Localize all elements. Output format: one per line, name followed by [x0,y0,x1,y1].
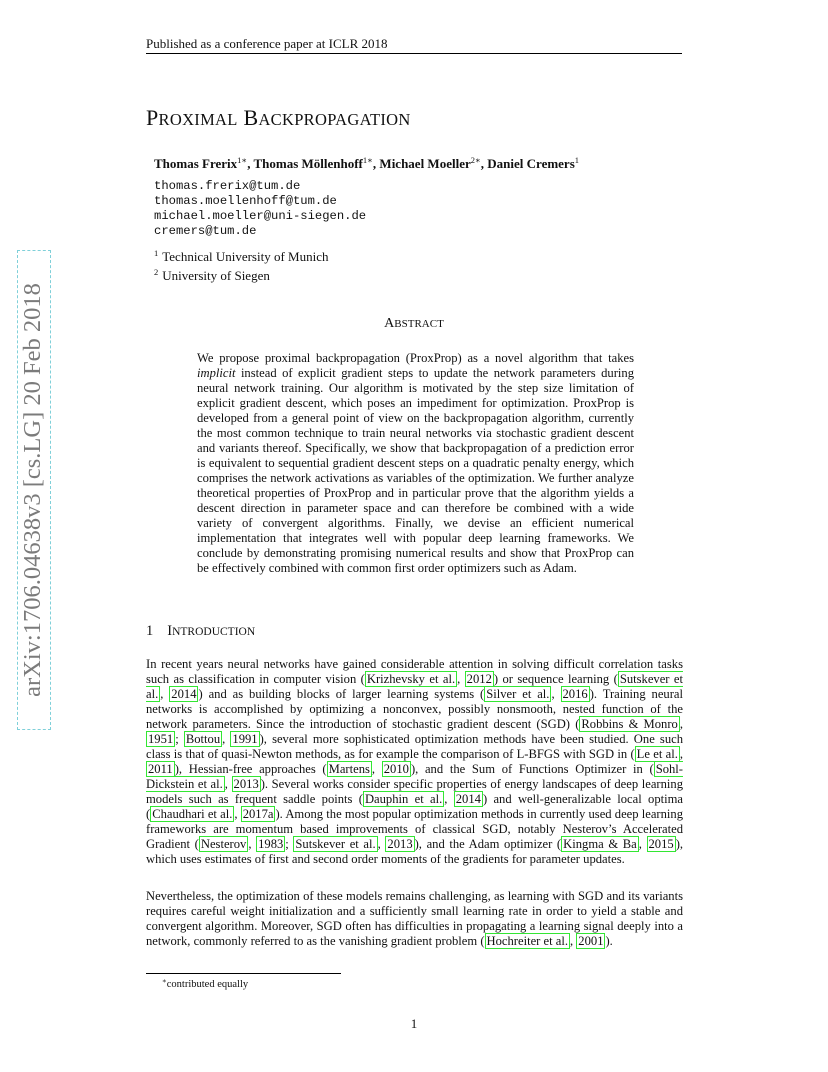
citation-year-link[interactable]: 2011 [148,762,173,776]
abstract-body [197,351,634,576]
email-list [154,179,366,239]
paragraph-text: ). Among the most popular optimization methods in currently used deep learning frameworks are momentum based improvements of classical SGD, notably Nesterov’s Accelerated Gradient ( [146,807,683,851]
paragraph-text: ), and the Sum of Functions Optimizer in ( [410,762,654,776]
citation-year-link[interactable]: 2014 [171,687,197,701]
email-address: thomas.moellenhoff@tum.de [154,194,337,208]
paragraph-text: , [444,792,454,806]
citation-year-link[interactable]: 2010 [383,762,409,776]
citation-year-link[interactable]: 2016 [562,687,588,701]
page-number: 1 [410,1016,418,1031]
section-heading-initial: I [167,623,173,639]
paragraph-text: ; [175,732,184,746]
author-name: Thomas Möllenhoff [253,156,363,171]
paragraph-text: ), which uses estimates of first and second order moments of the gradients for parameter updates. [146,837,684,866]
intro-paragraph-2 [146,889,683,949]
paragraph-text: ), several more sophisticated optimization methods have been studied. One such class is that of quasi-Newton methods, as for example the comparison of L-BFGS with SGD in ( [146,732,684,761]
author-name: Thomas Frerix [154,156,238,171]
affiliation-name: University of Siegen [162,267,270,283]
affiliation [154,246,329,265]
section-heading-introduction [146,623,255,640]
paragraph-text: , [457,672,465,686]
paragraph-text: ). Several works consider specific properties of energy landscapes of deep learning models such as frequent saddle points ( [146,777,683,806]
paragraph-text: ). Training neural networks is accomplished by optimizing a nonconvex, possibly nonsmooth, nested function of the network parameters. Since the introduction of stochastic gradient descent (SGD) ( [146,687,683,731]
title-initial-1: P [146,105,159,130]
citation-year-link[interactable]: 1991 [232,732,258,746]
footnote-text: contributed equally [166,979,249,990]
paragraph-text: , [248,837,257,851]
abstract-text: instead of explicit gradient steps to update the network parameters during neural network training. Our algorithm is motivated by the step size limitation of explicit gradient descent, which poses an impediment for optimization. ProxProp is developed from a general point of view on the backpropagation algorithm, currently the most common technique to train neural networks via stochastic gradient descent and variants thereof. Specifically, we show that backpropagation of a prediction error is equivalent to sequential gradient descent steps on a quadratic penalty energy, which comprises the network activations as variables of the optimization. We further analyze theoretical properties of ProxProp and in particular prove that the algorithm yields a descent direction in parameter space and can therefore be combined with a wide variety of convergent algorithms. Finally, we devise an efficient numerical implementation that integrates well with popular deep learning frameworks. We conclude by demonstrating promising numerical results and show that ProxProp can be effectively combined with common first order optimizers such as Adam. [197,366,634,575]
paper-title [146,105,411,131]
citation-author-link[interactable]: Nesterov [200,837,247,851]
footnote-mark: ∗ [162,977,167,985]
citation-author-link[interactable]: Silver et al. [486,687,550,701]
intro-paragraph-1 [146,657,683,867]
footnote [162,977,248,990]
citation-year-link[interactable]: 2015 [648,837,674,851]
affiliation-mark: 2 [154,266,159,277]
email-address: michael.moeller@uni-siegen.de [154,209,367,223]
footnote-rule [146,973,341,974]
paragraph-text: , [570,934,577,948]
citation-year-link[interactable]: 1983 [258,837,284,851]
citation-author-link[interactable]: Le et al. [636,747,678,761]
citation-year-link[interactable]: 2013 [387,837,413,851]
paragraph-text: , [160,687,170,701]
citation-year-link[interactable]: 2014 [455,792,481,806]
citation-year-link[interactable]: 1951 [148,732,174,746]
citation-author-link[interactable]: Sutskever et al. [295,837,376,851]
paragraph-text: , [377,837,386,851]
paragraph-text: ), and the Adam optimizer ( [414,837,562,851]
title-rest-1: ROXIMAL [158,110,238,129]
citation-author-link[interactable]: Kingma & Ba [563,837,637,851]
author-name: Daniel Cremers [487,156,575,171]
affiliation-mark: 1 [154,248,159,258]
paragraph-text: , [638,837,647,851]
paragraph-text: ). [605,934,613,948]
title-rest-2: ACKPROPAGATION [258,110,411,129]
citation-year-link[interactable]: 2013 [233,777,259,791]
citation-author-link[interactable]: Hochreiter et al. [486,934,568,948]
citation-year-link[interactable]: 2012 [466,672,492,686]
citation-author-link[interactable]: Krizhevsky et al. [366,672,456,686]
author-marks: 1 [574,155,580,165]
paragraph-text: In recent years neural networks have gained considerable attention in solving difficult correlation tasks such as classification in computer vision ( [146,657,683,686]
citation-author-link[interactable]: Martens [328,762,370,776]
abstract-heading-initial: A [384,316,395,331]
email-address: cremers@tum.de [154,224,257,238]
header-rule [146,53,682,54]
citation-author-link[interactable]: Sutskever et al. [146,672,684,701]
paragraph-text: Nevertheless, the optimization of these models remains challenging, as learning with SGD and its variants requires careful weight initialization and a sufficiently small learning rate in order to yield a stable and convergent algorithm. Moreover, SGD often has difficulties in propagating a learning signal deeply into a network, commonly referred to as the vanishing gradient problem ( [146,889,683,948]
running-header: Published as a conference paper at ICLR 2018 [146,36,388,51]
affiliation [154,265,329,284]
citation-author-link[interactable]: Bottou [185,732,221,746]
paragraph-text: , [234,807,241,821]
abstract-text: We propose proximal backpropagation (ProxProp) as a novel algorithm that takes [197,351,634,365]
paragraph-text: , [679,747,683,761]
citation-year-link[interactable]: 2017a [242,807,274,821]
author-marks: 2∗ [470,155,481,165]
abstract-heading-rest: BSTRACT [394,318,444,330]
section-number: 1 [146,623,154,639]
author-list: Thomas Frerix$^{1∗}$, Thomas Möllenhoff$^{1∗}$, Michael Moeller$^{2∗}$, Daniel Cremers$^1$ [154,155,580,171]
abstract-heading [0,316,828,332]
affiliation-name: Technical University of Munich [162,249,329,264]
paragraph-text: ) and well-generalizable local optima ( [146,792,684,821]
author-name: Michael Moeller [379,156,471,171]
section-heading-rest: NTRODUCTION [172,626,256,638]
paragraph-text: , [224,777,232,791]
citation-author-link[interactable]: Dauphin et al. [364,792,443,806]
paragraph-text: ; [285,837,294,851]
citation-year-link[interactable]: 2001 [578,934,604,948]
abstract-emphasis: implicit [197,366,236,380]
paragraph-text: ) or sequence learning ( [493,672,618,686]
author-marks: 1∗ [237,155,248,165]
email-address: thomas.frerix@tum.de [154,179,301,193]
title-initial-2: B [243,105,259,130]
arxiv-identifier-stamp[interactable]: arXiv:1706.04638v3 [cs.LG] 20 Feb 2018 [17,250,51,730]
paragraph-text: , [551,687,561,701]
citation-author-link[interactable]: Chaudhari et al. [152,807,233,821]
author-marks: 1∗ [362,155,373,165]
paragraph-text: ) and as building blocks of larger learning systems ( [198,687,485,701]
paragraph-text: , [679,717,683,731]
paragraph-text: ), Hessian-free approaches ( [174,762,327,776]
citation-author-link[interactable]: Sohl-Dickstein et al. [146,762,683,791]
affiliation-list [154,246,329,283]
citation-author-link[interactable]: Robbins & Monro [581,717,678,731]
paragraph-text: , [222,732,231,746]
paragraph-text: , [371,762,382,776]
